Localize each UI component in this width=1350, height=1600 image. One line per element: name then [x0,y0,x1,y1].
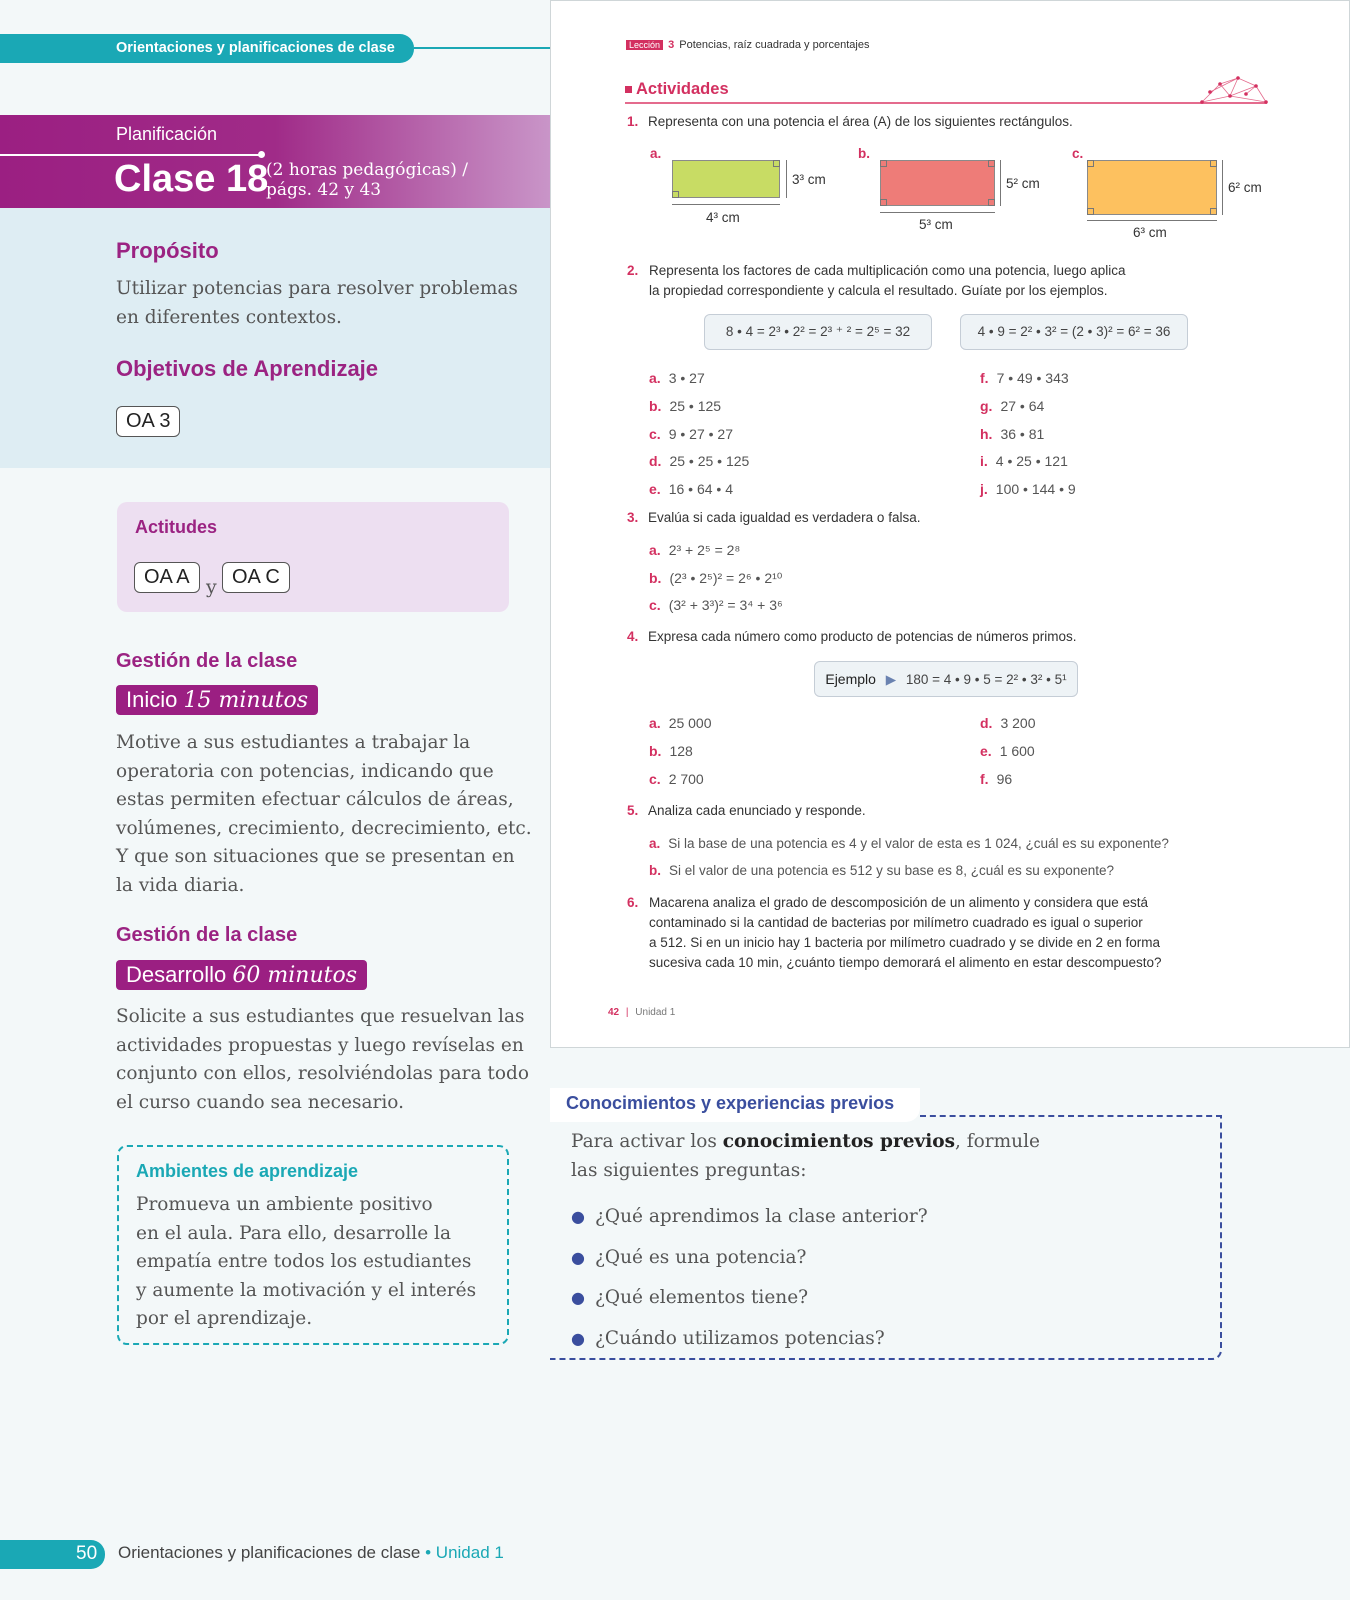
rect-b-height: 5² cm [1006,176,1040,191]
q6-line: sucesiva cada 10 min, ¿cuánto tiempo demorará el alimento en estar descompuesto? [649,955,1162,970]
start-line: volúmenes, crecimiento, decrecimiento, etc. [116,817,532,839]
q2-text [649,261,1126,301]
rect-c-width: 6³ cm [1133,225,1167,240]
q3-number: 3. [627,510,639,525]
activities-square-icon [625,86,632,93]
rect-c-height: 6² cm [1228,180,1262,195]
rect-b-width: 5³ cm [919,217,953,232]
rect-a-width: 4³ cm [706,210,740,225]
rect-c-letter: c. [1072,146,1084,161]
q4-text: Expresa cada número como producto de potencias de números primos. [648,629,1077,644]
q3-text: Evalúa si cada igualdad es verdadera o falsa. [648,510,921,525]
attitudes-connector: y [206,576,217,598]
prior-knowledge-list [571,1197,1171,1359]
rect-c-height-rule [1222,160,1223,215]
activities-title-text: Actividades [636,80,729,98]
list-item: b. 25 • 125 [649,397,722,414]
list-item: h. 36 • 81 [980,425,1045,442]
header-rule [414,47,550,49]
list-item: c. 2 700 [649,770,704,787]
question-6 [627,893,1162,970]
purpose-text [116,275,518,332]
right-angle-mark [1210,208,1217,215]
question-4 [627,629,1077,644]
lesson-title: Potencias, raíz cuadrada y porcentajes [679,39,870,51]
list-item: c. (3² + 3³)² = 3⁴ + 3⁶ [649,597,783,613]
lesson-number: 3 [668,39,675,51]
list-item: a. 25 000 [649,715,712,731]
q5-text: Analiza cada enunciado y responde. [648,803,866,818]
rect-a-letter: a. [650,146,662,161]
planning-rule [0,154,262,156]
attitudes-title: Actitudes [135,517,218,537]
prior-knowledge-top-border [920,1115,1222,1117]
planning-label: Planificación [116,124,218,144]
bullet-icon: ● [571,1288,585,1307]
q6-line: contaminado si la cantidad de bacterias por milímetro cuadrado es igual o superior [649,915,1143,930]
list-item: ● ¿Cuándo utilizamos potencias? [571,1319,1171,1360]
network-decoration-icon [1200,74,1270,106]
list-item: d. 3 200 [980,715,1036,731]
environment-line: Promueva un ambiente positivo [136,1194,433,1215]
rect-a [672,160,780,198]
example-arrow-icon: ▶ [885,672,897,687]
q6-line: a 512. Si en un inicio hay 1 bacteria por milímetro cuadrado y se divide en 2 en forma [649,935,1161,950]
class-title: Clase 18 [114,158,269,200]
start-badge [116,685,318,715]
example-box-2: 4 • 9 = 2² • 3² = (2 • 3)² = 6² = 36 [960,314,1188,350]
environment-title: Ambientes de aprendizaje [136,1161,359,1181]
start-badge-word: Inicio [126,687,178,712]
oa-badge: OA 3 [116,406,180,437]
right-angle-mark [880,199,887,206]
rect-c [1087,160,1217,215]
start-badge-time: 15 minutos [183,688,309,713]
rect-a-height-rule [786,160,787,198]
purpose-title: Propósito [116,238,219,263]
list-item: e. 1 600 [980,742,1035,759]
q2-line: la propiedad correspondiente y calcula el resultado. Guíate por los ejemplos. [649,283,1108,298]
rect-a-width-rule [672,204,780,205]
list-item: ● ¿Qué aprendimos la clase anterior? [571,1197,1171,1238]
environment-line: por el aprendizaje. [136,1308,313,1329]
start-line: la vida diaria. [116,874,245,896]
q2-right-list [980,365,1076,504]
rect-b-width-rule [880,212,995,213]
list-item: d. 25 • 25 • 125 [649,453,750,470]
dev-badge-time: 60 minutos [232,963,357,988]
bullet-icon: ● [571,1328,585,1348]
q2-left-list [649,365,749,504]
list-item: i. 4 • 25 • 121 [980,453,1068,470]
q3-list [649,537,783,620]
rect-a-height: 3³ cm [792,172,826,187]
q5-list [649,830,1169,884]
purpose-panel [0,208,550,468]
list-item: c. 9 • 27 • 27 [649,425,733,442]
list-item: b. Si el valor de una potencia es 512 y su base es 8, ¿cuál es su exponente? [649,863,1115,878]
dev-line: el curso cuando sea necesario. [116,1091,404,1113]
prior-knowledge-title: Conocimientos y experiencias previos [566,1093,895,1113]
q2-number: 2. [627,263,639,278]
q4-right-list [980,710,1036,793]
list-item: b. 128 [649,742,693,759]
dev-text [116,1003,529,1117]
dev-badge-word: Desarrollo [126,962,227,987]
objectives-title: Objetivos de Aprendizaje [116,356,379,381]
start-line: estas permiten efectuar cálculos de áreas, [116,789,514,810]
q6-number: 6. [627,895,639,910]
q1-number: 1. [627,114,639,129]
management-title-start: Gestión de la clase [116,650,298,672]
bullet-icon: ● [571,1247,585,1267]
activities-title [625,80,729,99]
list-item: f. 7 • 49 • 343 [980,370,1069,386]
footer-section: Orientaciones y planificaciones de clase [118,1543,421,1562]
activities-rule [625,102,1267,104]
list-item: a. 3 • 27 [649,370,705,386]
start-line: Y que son situaciones que se presentan en [116,846,515,867]
q5-number: 5. [627,803,639,818]
purpose-line: en diferentes contextos. [116,306,342,328]
lesson-tag: Lección [626,40,663,50]
environment-line: y aumente la motivación y el interés [136,1279,477,1301]
example-box-1: 8 • 4 = 2³ • 2² = 2³ ⁺ ² = 2⁵ = 32 [704,314,932,350]
question-1 [627,114,1073,129]
oa-badge-a: OA A [134,562,200,593]
footer-unit: Unidad 1 [435,1543,504,1562]
q6-line: Macarena analiza el grado de descomposición de un alimento y considera que está [649,895,1149,910]
rect-b-height-rule [1000,160,1001,206]
list-item: ● ¿Qué es una potencia? [571,1238,1171,1279]
list-item: f. 96 [980,770,1013,787]
q2-line: Representa los factores de cada multiplicación como una potencia, luego aplica [649,263,1126,278]
example-expr: 180 = 4 • 9 • 5 = 2² • 3² • 5¹ [905,672,1067,687]
list-item: g. 27 • 64 [980,397,1045,414]
page-unit: Unidad 1 [635,1007,676,1018]
class-subtitle [266,160,468,200]
class-hours: (2 horas pedagógicas) / [266,160,468,180]
lesson-header [626,39,869,51]
page-footer: 42 | Unidad 1 [608,1007,676,1018]
q4-number: 4. [627,629,639,644]
rect-c-width-rule [1087,220,1217,221]
intro-line: Para activar los conocimientos previos, formule [571,1131,1040,1152]
q6-text [649,893,1162,973]
environment-line: empatía entre todos los estudiantes [136,1251,472,1272]
start-text [116,729,532,900]
footer-page-number: 50 [0,1540,105,1569]
rect-b-letter: b. [858,146,870,161]
planning-rule-dot [258,151,265,158]
list-item: ● ¿Qué elementos tiene? [571,1278,1171,1319]
environment-line: en el aula. Para ello, desarrolle la [136,1222,451,1244]
right-angle-mark [1087,160,1094,167]
list-item: a. 2³ + 2⁵ = 2⁸ [649,542,741,558]
right-angle-mark [672,191,679,198]
bullet-icon: ● [571,1207,585,1226]
dev-line: conjunto con ellos, resolviéndolas para todo [116,1063,529,1084]
start-line: operatoria con potencias, indicando que [116,760,494,782]
section-header-tab: Orientaciones y planificaciones de clase [0,34,414,63]
question-3 [627,510,920,525]
list-item: a. Si la base de una potencia es 4 y el valor de esta es 1 024, ¿cuál es su exponente? [649,836,1169,851]
list-item: b. (2³ • 2⁵)² = 2⁶ • 2¹⁰ [649,569,783,586]
question-5 [627,803,866,818]
purpose-line: Utilizar potencias para resolver problemas [116,278,518,299]
oa-badge-c: OA C [222,562,290,593]
q4-example-box [814,661,1078,697]
right-angle-mark [988,199,995,206]
prior-knowledge-intro [571,1128,1040,1185]
right-angle-mark [1087,208,1094,215]
start-line: Motive a sus estudiantes a trabajar la [116,732,471,753]
right-angle-mark [988,160,995,167]
right-angle-mark [880,160,887,167]
question-2 [627,261,1126,298]
right-angle-mark [1210,160,1217,167]
intro-line: las siguientes preguntas: [571,1159,807,1181]
rect-b [880,160,995,206]
list-item: e. 16 • 64 • 4 [649,481,733,498]
dev-line: actividades propuestas y luego revíselas en [116,1034,524,1056]
dev-badge [116,960,367,990]
dev-line: Solicite a sus estudiantes que resuelvan las [116,1006,525,1027]
page-number: 42 [608,1007,620,1018]
example-label: Ejemplo [825,671,876,687]
class-pages: págs. 42 y 43 [266,180,382,200]
footer-text [118,1543,504,1563]
q1-text: Representa con una potencia el área (A) de los siguientes rectángulos. [648,114,1073,129]
q4-left-list [649,710,712,793]
management-title-dev: Gestión de la clase [116,924,298,946]
right-angle-mark [773,160,780,167]
list-item: j. 100 • 144 • 9 [980,481,1076,498]
environment-text [136,1191,476,1334]
footer-separator: • [420,1543,436,1562]
